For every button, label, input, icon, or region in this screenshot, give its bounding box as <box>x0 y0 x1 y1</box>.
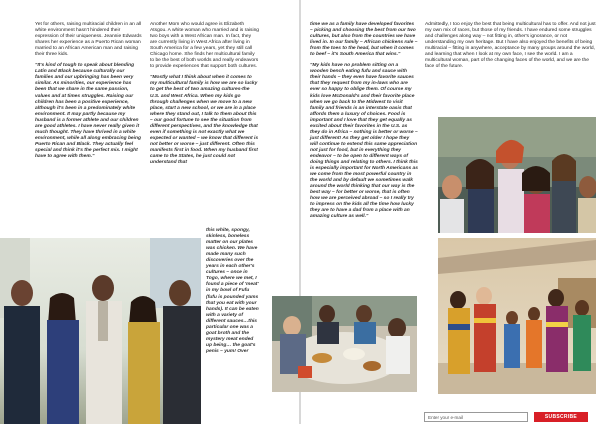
column-2-intro: Another Mom who would agree is Elizabeth Atsgou. A white woman who married and is raising two boys with a West African man. In fact, they are currently living in West Africa after living in South America for a few years, yet they still call Chicago home. She finds her multicultural family to be the best of both worlds and really endeavors to provide experiences that support both cultures. <box>150 22 260 70</box>
column-4-text: Admittedly, I too enjoy the best that being multicultural has to offer. And not just my own mix of races, but those of my friends. I have endured some struggles and challenges along way – not fitting in, other's ignorance, or not understanding my own heritage. But I have also enjoyed the benefits of being multiracial – fitting in anywhere, acceptance by many groups around the world, and learning that when I look at my own face, I see the world. I am a multicultural woman, part of the changing faces of the world, and we are the face of the future. <box>425 22 596 70</box>
email-input[interactable] <box>424 412 528 422</box>
family-meal-photo <box>272 296 417 392</box>
column-3 <box>310 22 418 226</box>
column-1 <box>35 22 143 165</box>
column-2 <box>150 22 259 166</box>
column-4 <box>425 22 597 70</box>
column-3-quote-2: "My kids have no problem sitting on a wooden bench eating fufu and sauce with their hands – they even have favorite sauces that they request from my in-laws who are ever so happy to oblige them. Of course my kids love McDonald's and their favorite place when we go back to the Midwest to visit family and friends is an interstate oasis that affords them a luxury of choices. Food is important and I love that they get equally as excited about their favorites in the U.S. as they do in Africa – nothing is better or worse – just different! As they get older I hope they will continue to extend this same appreciation not just for food, but in everything they endeavor – to be open to different ways of doing things and relating to others. I think this is especially important for North Americans as we come from the most powerful country in the world and by default we sometimes walk around the world thinking that our way is the best way – for better or worse, that is often how we are perceived abroad – so I really try to impress on the kids all the time how lucky they are to have a dad from a place with an amazing culture as well." <box>310 63 418 220</box>
friends-group-photo <box>438 117 596 233</box>
column-3-quote-1: time we as a family have developed favorites – picking and choosing the best from our two cultures, but also from the countries we have lived in. In our family – African chickens rule – from the toes to the head, but when it comes to beef – it's South America that wins." <box>310 22 418 58</box>
subscribe-button[interactable]: SUBSCRIBE <box>534 412 588 422</box>
family-photo-left <box>0 238 201 424</box>
column-2-quote: "Mostly what I think about when it comes to my multicultural family is how we are so lucky to get the best of two amazing cultures-the U.S. and West Africa. When my kids go through challenges when we move to a new place, start a new school, or we are in a place where they stand out, I talk to them about this – our good fortune to see the situation from different perspectives, and the knowledge that even if something is not exactly what we expected or wanted – we know that different is not better or worse – just different. Often this manifests first in food. When my husband first came to the States, he just could not understand that <box>150 75 259 166</box>
column-1-quote: "It's kind of tough to speak about blending Latin and Black because culturally our families and our upbringing has been very similar. As minorities, our experience has been that we share in the same passion, values and at times struggles. Raising our children has been a positive experience, although it's been in a predominately white environment. It may partly because my husband is a former athlete and our children are good athletes. I have never really given it much thought. They have thrived in a white environment, while all along embracing being Puerto Rican and Black. They actually feel special and think it's the perfect mix. I might have to agree with them." <box>35 63 141 159</box>
african-attire-family-photo <box>438 238 596 394</box>
newsletter-subscribe <box>424 412 596 422</box>
column-1-intro: Yet for others, raising multiracial children in an all white environment hasn't hindered their expression of their uniqueness. Jeannie Edwards shares her experience as a Puerto Rican woman married to an African American man and raising their three kids. <box>35 22 142 58</box>
column-2-quote-continued: this white, spongy, skinless, boneless matter on our plates was chicken. We have made many such discoveries over the years in each other's cultures – once in Togo, where we met, I found a piece of 'meat' in my bowl of Fufu (fufu is pounded yams that you eat with your hands). It can be eaten with a variety of different sauces…this particular one was a goat broth and the mystery meat ended up being… the goat's penis – yum! Over <box>206 228 259 354</box>
column-2-narrow <box>206 228 260 355</box>
